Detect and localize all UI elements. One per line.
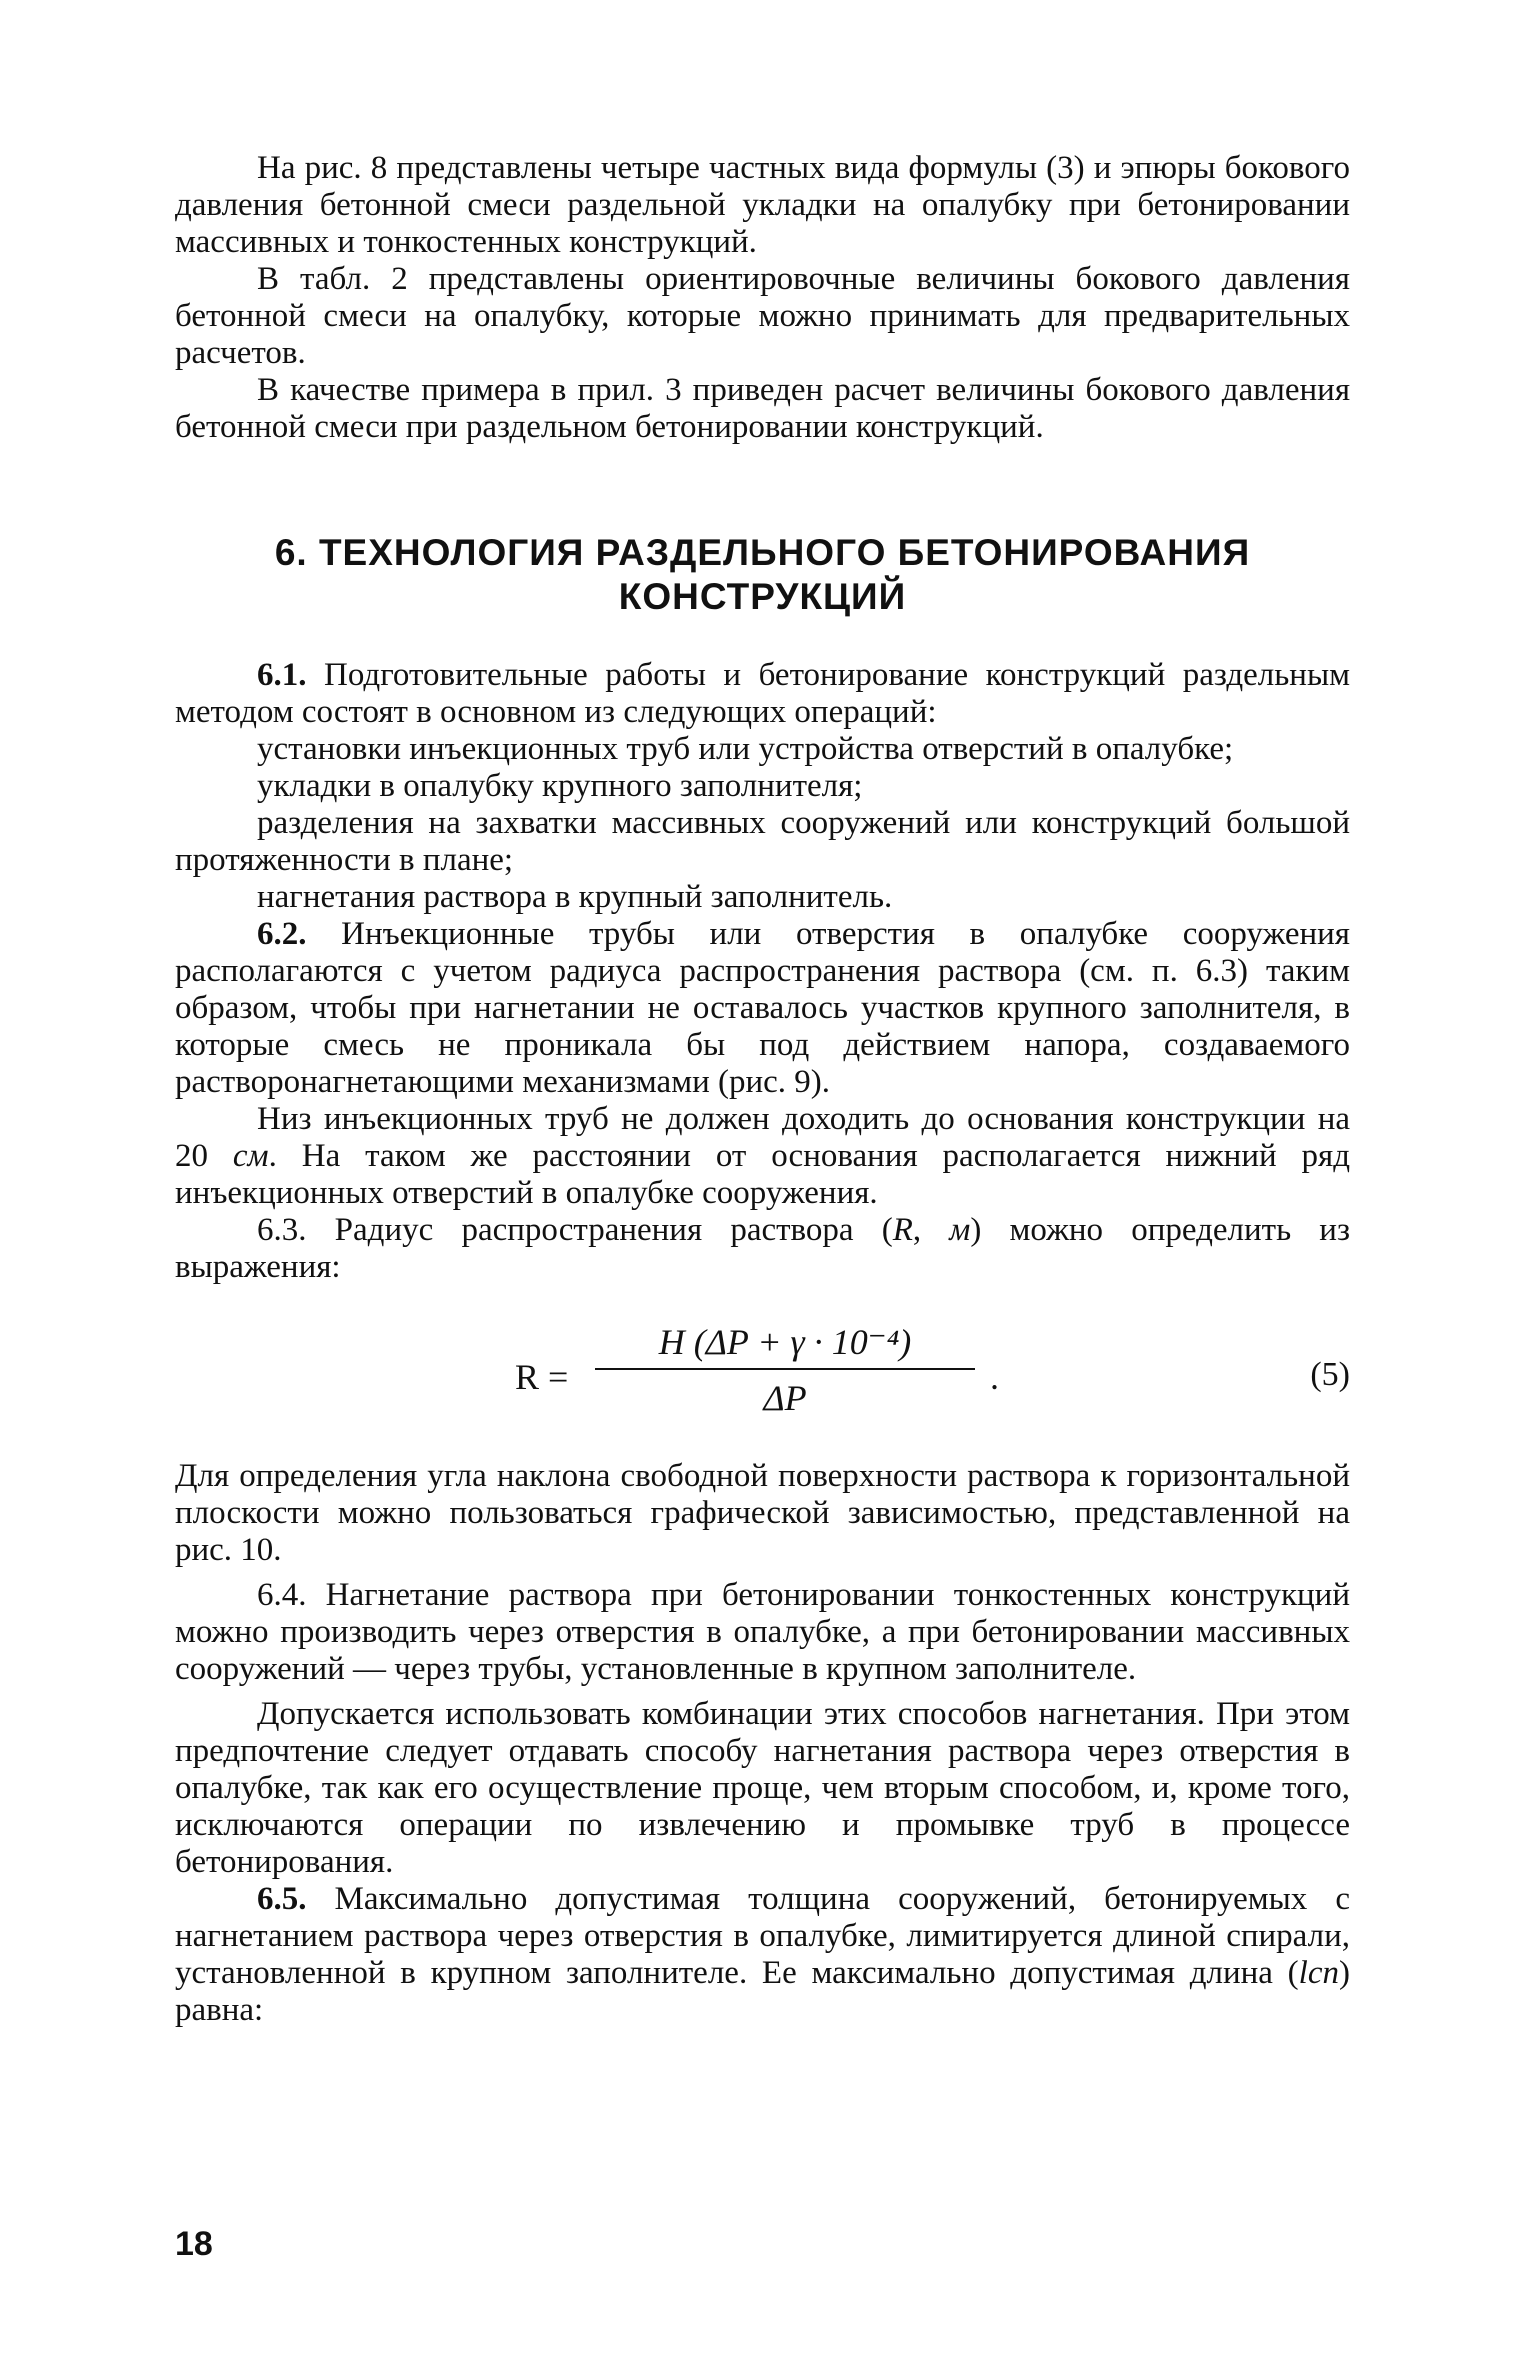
intro-paragraph-1: На рис. 8 представлены четыре частных вида формулы (3) и эпюры бокового давления бетонной смеси раздельной укладки на опалубку при бетонировании массивных и тонкостенных конструкций. (175, 150, 1350, 260)
clause-6-1 (175, 657, 1350, 731)
operation-item-2: укладки в опалубку крупного заполнителя; (257, 768, 863, 804)
clause-6-3: 6.3. Радиус распространения раствора (R, м) можно определить из выражения: (175, 1212, 1350, 1285)
section-title-line-2: КОНСТРУКЦИЙ (618, 576, 907, 617)
clause-number: 6.3. (257, 1212, 307, 1248)
clause-text: Инъекционные трубы или отверстия в опалубке сооружения располагаются с учетом радиуса распространения раствора (см. п. 6.3) таким образом, чтобы при нагнетании не оставалось участков крупного заполнителя, в которые смесь не проникала бы под действием напора, создаваемого растворонагнетающими механизмами (рис. 9). (175, 916, 1350, 1100)
operation-item-1: установки инъекционных труб или устройства отверстий в опалубке; (257, 731, 1234, 767)
clause-6-4-paragraph-2: Допускается использовать комбинации этих способов нагнетания. При этом предпочтение следует отдавать способу нагнетания раствора через отверстия в опалубке, так как его осуществление проще, чем вторым способом, и, кроме того, исключаются операции по извлечению и промывке труб в процессе бетонирования. (175, 1696, 1350, 1880)
page-number: 18 (175, 2225, 213, 2263)
operation-item-3: разделения на захватки массивных сооружений или конструкций большой протяженности в плане; (175, 805, 1350, 878)
formula-trailing-dot: . (990, 1357, 999, 1397)
clause-text: Подготовительные работы и бетонирование конструкций раздельным методом состоят в основном из следующих операций: (175, 657, 1350, 730)
unit-m: м (949, 1212, 971, 1248)
intro-paragraph-2: В табл. 2 представлены ориентировочные величины бокового давления бетонной смеси на опалубку, которые можно принимать для предварительных расчетов. (175, 261, 1350, 371)
equation-number: (5) (1310, 1356, 1350, 1393)
clause-number: 6.5. (257, 1881, 307, 1917)
unit-cm: см (232, 1138, 269, 1174)
section-title (175, 531, 1350, 619)
clause-number: 6.2. (257, 916, 307, 952)
clause-number: 6.1. (257, 657, 307, 693)
clause-6-5: 6.5. Максимально допустимая толщина сооружений, бетонируемых с нагнетанием раствора через отверстия в опалубке, лимитируется длиной спирали, установленной в крупном заполнителе. Ее максимально допустимая длина (lсп) равна: (175, 1881, 1350, 2028)
operation-item-4: нагнетания раствора в крупный заполнитель. (257, 879, 893, 915)
symbol-l-sp: lсп (1298, 1955, 1339, 1991)
variable-r: R (892, 1212, 913, 1248)
after-formula-paragraph: Для определения угла наклона свободной поверхности раствора к горизонтальной плоскости можно пользоваться графической зависимостью, представленной на рис. 10. (175, 1458, 1350, 1568)
formula-5 (175, 1320, 1350, 1428)
formula-lhs: R = (515, 1357, 569, 1397)
formula-denominator: ΔP (763, 1378, 807, 1418)
document-page (175, 150, 1350, 2029)
clause-6-2-paragraph-2: Низ инъекционных труб не должен доходить до основания конструкции на 20 см. На таком же расстоянии от основания располагается нижний ряд инъекционных отверстий в опалубке сооружения. (175, 1101, 1350, 1211)
fraction-bar (595, 1368, 975, 1370)
clause-6-2 (175, 916, 1350, 1101)
formula-fraction (595, 1320, 975, 1420)
clause-6-4: 6.4. Нагнетание раствора при бетонировании тонкостенных конструкций можно производить через отверстия в опалубке, а при бетонировании массивных сооружений — через трубы, установленные в крупном заполнителе. (175, 1577, 1350, 1687)
intro-paragraph-3: В качестве примера в прил. 3 приведен расчет величины бокового давления бетонной смеси при раздельном бетонировании конструкций. (175, 372, 1350, 445)
section-title-line-1: 6. ТЕХНОЛОГИЯ РАЗДЕЛЬНОГО БЕТОНИРОВАНИЯ (274, 532, 1251, 573)
formula-numerator: H (ΔP + γ · 10⁻⁴) (658, 1322, 912, 1362)
clause-number: 6.4. (257, 1577, 307, 1613)
